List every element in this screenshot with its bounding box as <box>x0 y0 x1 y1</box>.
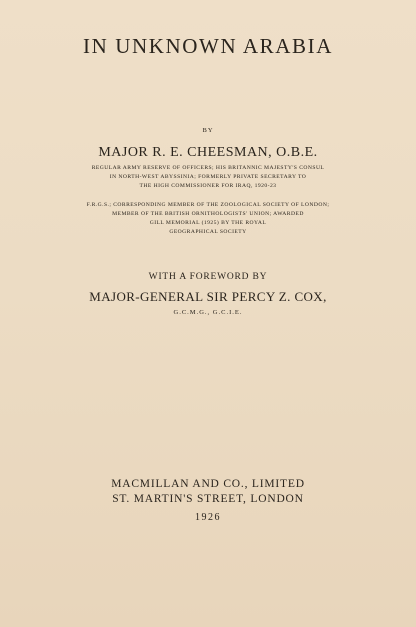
foreword-author: MAJOR-GENERAL SIR PERCY Z. COX, <box>89 289 327 304</box>
book-title: IN UNKNOWN ARABIA <box>82 34 334 58</box>
publisher-address: ST. MARTIN'S STREET, LONDON <box>112 493 304 505</box>
author-qualification-line: GEOGRAPHICAL SOCIETY <box>169 229 247 235</box>
author-name: MAJOR R. E. CHEESMAN, O.B.E. <box>98 145 318 160</box>
author-qualification-line: MEMBER OF THE BRITISH ORNITHOLOGISTS' UNION; AWARDED <box>112 211 304 217</box>
author-qualification-line: IN NORTH-WEST ABYSSINIA; FORMERLY PRIVATE SECRETARY TO <box>109 174 307 180</box>
author-qualification-line: F.R.G.S.; CORRESPONDING MEMBER OF THE ZOOLOGICAL SOCIETY OF LONDON; <box>86 202 330 208</box>
foreword-label: WITH A FOREWORD BY <box>148 272 268 282</box>
author-qualification-line: THE HIGH COMMISSIONER FOR IRAQ, 1920-23 <box>139 183 277 189</box>
publication-year: 1926 <box>195 512 221 523</box>
publisher-name: MACMILLAN AND CO., LIMITED <box>111 478 305 490</box>
author-qualification-line: GILL MEMORIAL (1925) BY THE ROYAL <box>149 220 267 226</box>
by-label: BY <box>202 127 214 134</box>
foreword-honours: G.C.M.G., G.C.I.E. <box>173 309 243 316</box>
author-qualification-line: REGULAR ARMY RESERVE OF OFFICERS; HIS BRITANNIC MAJESTY'S CONSUL <box>91 165 325 171</box>
